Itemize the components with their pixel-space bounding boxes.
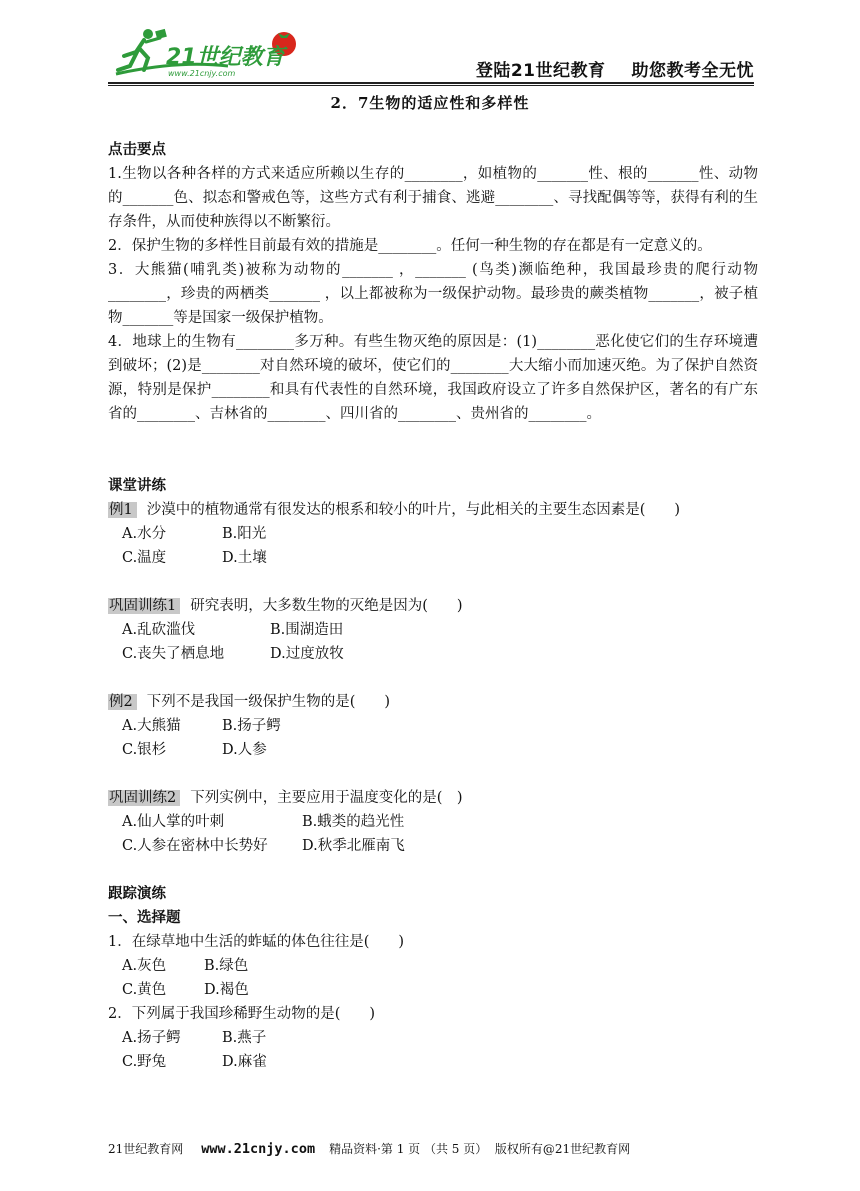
question-text: 沙漠中的植物通常有很发达的根系和较小的叶片，与此相关的主要生态因素是( ) xyxy=(146,502,681,518)
question-tag: 巩固训练1 xyxy=(108,598,180,614)
option: B.扬子鳄 xyxy=(222,718,281,734)
example-block xyxy=(108,690,758,762)
question-tag: 巩固训练2 xyxy=(108,790,180,806)
option-row xyxy=(108,834,758,858)
option: C.丧失了栖息地 xyxy=(122,646,225,662)
option-row xyxy=(108,618,758,642)
option-row xyxy=(108,1050,758,1074)
svg-text:21世纪教育: 21世纪教育 xyxy=(166,45,285,70)
option-row xyxy=(108,522,758,546)
header-rule-thin xyxy=(108,85,754,86)
slogan-left: 登陆21世纪教育 xyxy=(475,61,606,81)
option: A.仙人掌的叶刺 xyxy=(122,814,225,830)
option: D.麻雀 xyxy=(222,1054,267,1070)
example-block xyxy=(108,786,758,858)
option-row xyxy=(108,738,758,762)
option: B.绿色 xyxy=(204,958,249,974)
key-points-list xyxy=(108,162,758,426)
option-row xyxy=(108,642,758,666)
option: C.银杉 xyxy=(122,742,167,758)
question-text: 研究表明，大多数生物的灭绝是因为( ) xyxy=(190,598,463,614)
option: A.灰色 xyxy=(122,958,167,974)
option: B.围湖造田 xyxy=(270,622,344,638)
option: D.秋季北雁南飞 xyxy=(302,838,405,854)
key-point-item: 1.生物以各种各样的方式来适应所赖以生存的________，如植物的_______性、根的_______性、动物的_______色、拟态和警戒色等，这些方式有利于捕食、逃避________、寻找配偶等等，获得有利的生存条件，从而使种族得以不断繁衍。 xyxy=(108,166,758,230)
option: C.温度 xyxy=(122,550,167,566)
key-point-item: 2．保护生物的多样性目前最有效的措施是________。任何一种生物的存在都是有一定意义的。 xyxy=(108,238,712,254)
header-rule xyxy=(108,82,754,84)
option: A.扬子鳄 xyxy=(122,1030,181,1046)
question-tag: 例2 xyxy=(108,694,137,710)
choice-question xyxy=(108,1002,758,1074)
option: B.阳光 xyxy=(222,526,267,542)
option-row xyxy=(108,954,758,978)
option: C.人参在密林中长势好 xyxy=(122,838,268,854)
page-header xyxy=(108,22,754,84)
page-footer xyxy=(108,1140,758,1157)
example-block xyxy=(108,594,758,666)
question-text: 下列不是我国一级保护生物的是( ) xyxy=(146,694,391,710)
slogan-right: 助您教考全无忧 xyxy=(631,61,754,81)
svg-text:www.21cnjy.com: www.21cnjy.com xyxy=(168,69,236,78)
document-title: 2．7生物的适应性和多样性 xyxy=(330,94,530,112)
option: D.褐色 xyxy=(204,982,249,998)
option: C.野兔 xyxy=(122,1054,167,1070)
option-row xyxy=(108,546,758,570)
question-line xyxy=(108,594,758,618)
question-line xyxy=(108,786,758,810)
question-tag: 例1 xyxy=(108,502,137,518)
option: D.过度放牧 xyxy=(270,646,344,662)
option: D.人参 xyxy=(222,742,267,758)
example-block xyxy=(108,498,758,570)
header-slogan xyxy=(476,56,754,81)
option: B.燕子 xyxy=(222,1030,267,1046)
option-row xyxy=(108,714,758,738)
section-heading-tracking-practice: 跟踪演练 xyxy=(108,885,166,902)
option: C.黄色 xyxy=(122,982,167,998)
key-point-item: 3．大熊猫(哺乳类)被称为动物的_______ ，_______ (鸟类)濒临绝种，我国最珍贵的爬行动物________，珍贵的两栖类_______ ，以上都被称为一级保护动物。最珍贵的蕨类植物_______，被子植物_______等是国家一级保护植物。 xyxy=(108,262,758,326)
option-row xyxy=(108,1026,758,1050)
option: A.乱砍滥伐 xyxy=(122,622,196,638)
choice-question xyxy=(108,930,758,1002)
footer-page-info: 精品资料·第 1 页 （共 5 页） xyxy=(329,1142,488,1156)
footer-left: 21世纪教育网 xyxy=(108,1142,184,1156)
question-line xyxy=(108,498,758,522)
key-point-item: 4．地球上的生物有________多万种。有些生物灭绝的原因是：(1)________恶化使它们的生存环境遭到破坏；(2)是________对自然环境的破坏，使它们的________大大缩小而加速灭绝。为了保护自然资源，特别是保护________和具有代表性的自然环境，我国政府设立了许多自然保护区，著名的有广东省的________、吉林省的________、四川省的________、贵州省的________。 xyxy=(108,334,758,422)
section-heading-key-points: 点击要点 xyxy=(108,141,166,158)
option: A.水分 xyxy=(122,526,167,542)
footer-copyright: 版权所有@21世纪教育网 xyxy=(494,1142,631,1156)
footer-site-link[interactable]: www.21cnjy.com xyxy=(201,1141,316,1157)
section-heading-class-practice: 课堂讲练 xyxy=(108,477,166,494)
document-body xyxy=(108,138,758,1074)
question-line xyxy=(108,690,758,714)
question-text: 1．在绿草地中生活的蚱蜢的体色往往是( ) xyxy=(108,934,405,950)
option-row xyxy=(108,978,758,1002)
logo-21cnjy-icon xyxy=(108,22,308,80)
option: A.大熊猫 xyxy=(122,718,181,734)
option: B.蛾类的趋光性 xyxy=(302,814,405,830)
option-row xyxy=(108,810,758,834)
question-text: 2．下列属于我国珍稀野生动物的是( ) xyxy=(108,1006,376,1022)
option: D.土壤 xyxy=(222,550,267,566)
question-text: 下列实例中，主要应用于温度变化的是( ) xyxy=(190,790,463,806)
subheading-choice-questions: 一、选择题 xyxy=(108,909,181,926)
